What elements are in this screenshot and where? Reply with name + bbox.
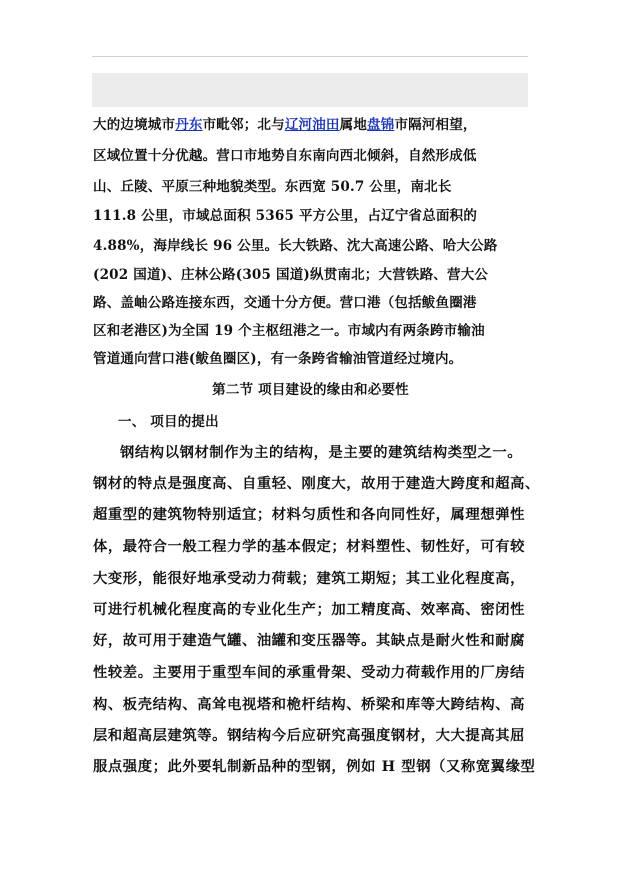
para1-line-8: 区和老港区)为全国 19 个主枢纽港之一。市域内有两条跨市输油 xyxy=(93,323,485,339)
para1-line-1: 大的边境城市丹东市毗邻；北与辽河油田属地盘锦市隔河相望， xyxy=(93,117,477,133)
para1-line-4: 111.8 公里，市域总面积 5365 平方公里，占辽宁省总面积的 xyxy=(93,208,478,224)
link-panjin[interactable]: 盘锦 xyxy=(367,117,395,133)
link-liaohe-oilfield[interactable]: 辽河油田 xyxy=(284,117,340,133)
subheading: 一、 项目的提出 xyxy=(118,414,219,430)
para1-line-5: 4.88%，海岸线长 96 公里。长大铁路、沈大高速公路、哈大公路 xyxy=(93,238,498,254)
section-heading: 第二节 项目建设的缘由和必要性 xyxy=(212,382,409,398)
para2-line-6: 可进行机械化程度高的专业化生产；加工精度高、效率高、密闭性 xyxy=(93,602,526,618)
para2-line-10: 层和超高层建筑等。钢结构今后应研究高强度钢材，大大提高其屈 xyxy=(93,728,526,744)
para1-line-6: (202 国道)、庄林公路(305 国道)纵贯南北；大营铁路、营大公 xyxy=(93,267,489,283)
header-divider xyxy=(92,56,528,57)
para2-line-4: 体，最符合一般工程力学的基本假定；材料塑性、韧性好，可有较 xyxy=(93,539,526,555)
para2-line-2: 钢材的特点是强度高、自重轻、刚度大，故用于建造大跨度和超高、 xyxy=(93,476,540,492)
para1-line-9: 管道通向营口港(鲅鱼圈区)，有一条跨省输油管道经过境内。 xyxy=(93,351,463,367)
para2-line-8: 性较差。主要用于重型车间的承重骨架、受动力荷载作用的厂房结 xyxy=(93,665,526,681)
para2-line-11: 服点强度；此外要轧制新品种的型钢，例如 H 型钢（又称宽翼缘型 xyxy=(93,759,536,775)
para2-line-7: 好，故可用于建造气罐、油罐和变压器等。其缺点是耐火性和耐腐 xyxy=(93,633,526,649)
para2-line-9: 构、板壳结构、高耸电视塔和桅杆结构、桥梁和库等大跨结构、高 xyxy=(93,697,526,713)
para2-line-5: 大变形，能很好地承受动力荷载；建筑工期短；其工业化程度高， xyxy=(93,571,526,587)
para2-line-1: 钢结构以钢材制作为主的结构，是主要的建筑结构类型之一。 xyxy=(120,445,523,461)
header-band xyxy=(92,73,528,107)
para1-line-7: 路、盖岫公路连接东西，交通十分方便。营口港（包括鲅鱼圈港 xyxy=(93,295,477,311)
para1-line-3: 山、丘陵、平原三种地貌类型。东西宽 50.7 公里，南北长 xyxy=(93,179,452,195)
para1-line-2: 区域位置十分优越。营口市地势自东南向西北倾斜，自然形成低 xyxy=(93,148,477,164)
link-dandong[interactable]: 丹东 xyxy=(175,117,203,133)
para2-line-3: 超重型的建筑物特别适宜；材料匀质性和各向同性好，属理想弹性 xyxy=(93,507,526,523)
